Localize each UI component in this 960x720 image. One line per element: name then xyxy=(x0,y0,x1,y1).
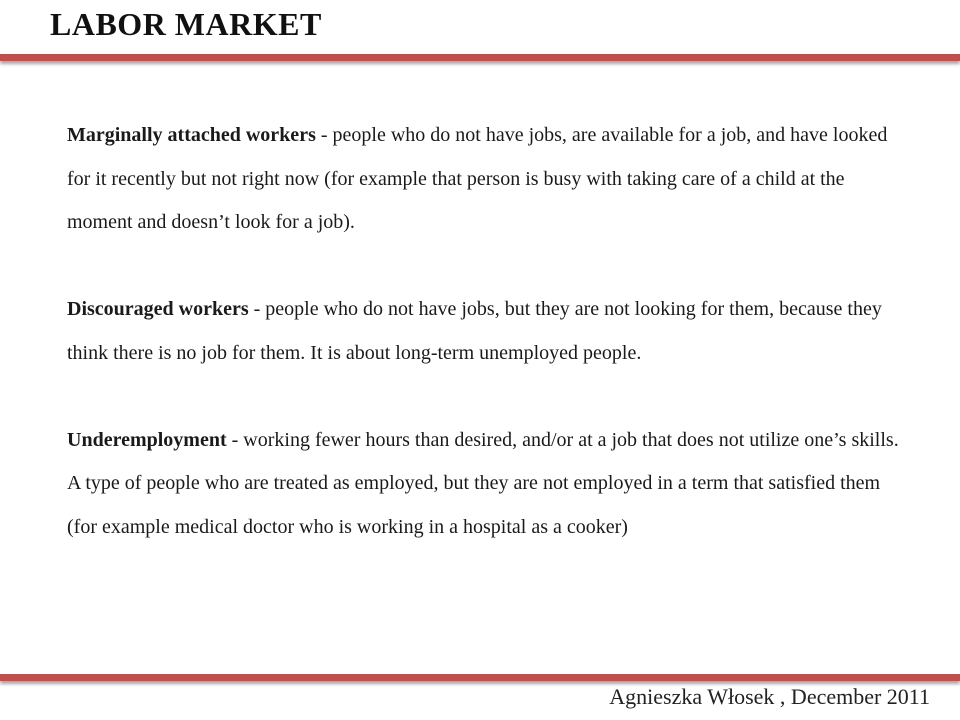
definition-marginally-attached xyxy=(67,114,907,245)
definition-underemployment xyxy=(67,419,907,550)
definition-text: - people who do not have jobs, but they are not looking for them, because they think there is no job for them. It is about long-term unemployed people. xyxy=(67,298,882,364)
footer-divider xyxy=(0,674,960,681)
header-divider xyxy=(0,54,960,61)
definition-text: - people who do not have jobs, are available for a job, and have looked for it recently but not right now (for example that person is busy with taking care of a child at the moment and doesn’t look for a job). xyxy=(67,124,888,233)
footer-author-date: Agnieszka Włosek , December 2011 xyxy=(609,684,930,709)
definition-term: Marginally attached workers xyxy=(67,124,316,146)
slide-title: LABOR MARKET xyxy=(50,6,322,42)
definition-discouraged xyxy=(67,288,907,375)
definition-text: - working fewer hours than desired, and/or at a job that does not utilize one’s skills. A type of people who are treated as employed, but they are not employed in a term that satisfied them (for example medical doctor who is working in a hospital as a cooker) xyxy=(67,428,899,538)
definition-term: Underemployment xyxy=(67,428,227,451)
definitions-list xyxy=(67,114,907,549)
definition-term: Discouraged workers xyxy=(67,298,249,320)
